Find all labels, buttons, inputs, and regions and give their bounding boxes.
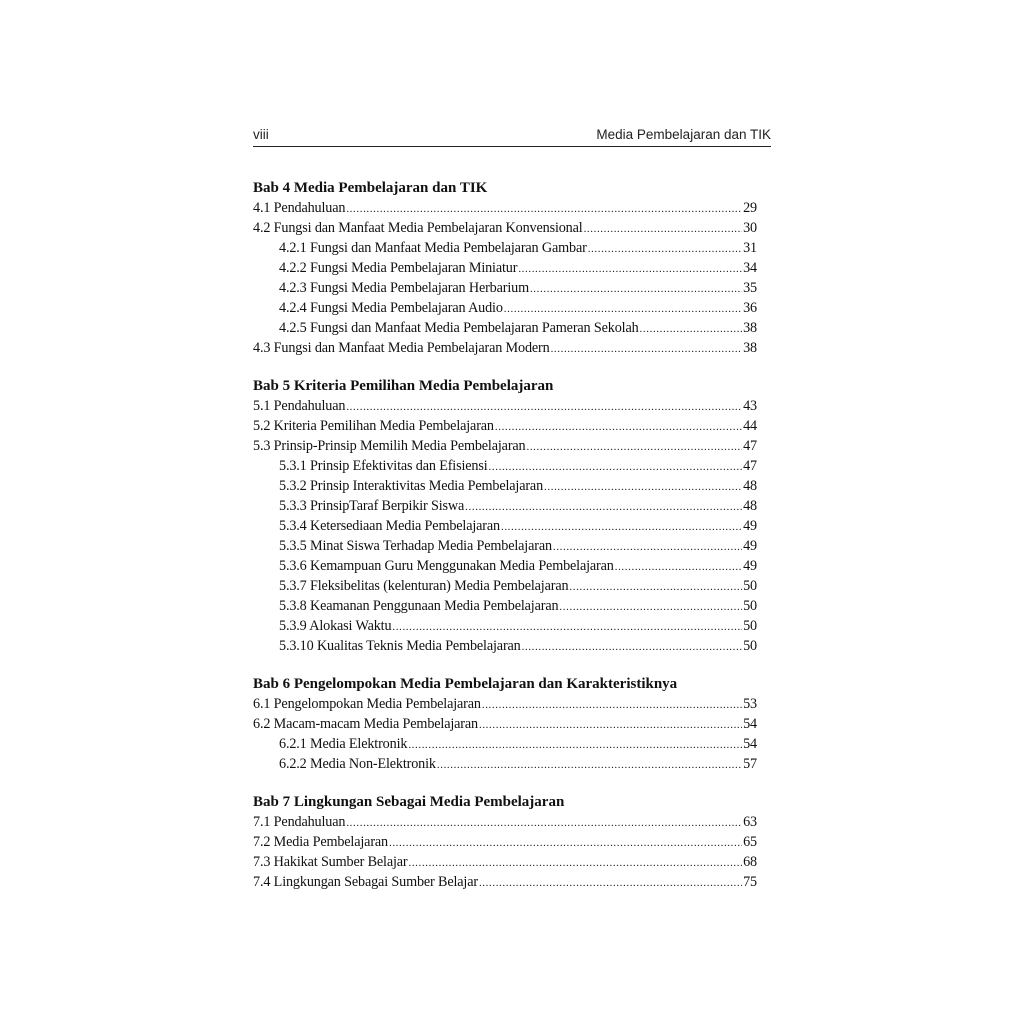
chapter-section: [253, 178, 757, 358]
dot-leader: [522, 637, 743, 657]
dot-leader: [479, 873, 742, 893]
toc-entry-label: 5.3.7 Fleksibelitas (kelenturan) Media Pembelajaran: [279, 578, 569, 594]
toc-entry: [253, 496, 757, 516]
toc-entry-page: 36: [743, 300, 757, 316]
dot-leader: [495, 417, 742, 437]
dot-leader: [569, 577, 742, 597]
toc-entry-label: 5.1 Pendahuluan: [253, 398, 346, 414]
page-header: [253, 124, 771, 147]
toc-entry: [253, 714, 757, 734]
toc-entry-label: 7.3 Hakikat Sumber Belajar: [253, 854, 408, 870]
toc-entry-page: 38: [743, 340, 757, 356]
toc-entry-page: 38: [743, 320, 757, 336]
toc-entry-label: 7.1 Pendahuluan: [253, 814, 346, 830]
toc-entry-page: 31: [743, 240, 757, 256]
toc-entry: [253, 278, 757, 298]
toc-entry: [253, 556, 757, 576]
toc-entry: [253, 338, 757, 358]
toc-entry-label: 5.2 Kriteria Pemilihan Media Pembelajaran: [253, 418, 494, 434]
toc-entry: [253, 734, 757, 754]
toc-entry: [253, 198, 757, 218]
toc-entry: [253, 852, 757, 872]
dot-leader: [518, 259, 742, 279]
toc-entry-label: 5.3.8 Keamanan Penggunaan Media Pembelajaran: [279, 598, 559, 614]
chapter-section: [253, 674, 757, 774]
toc-entry-label: 5.3.5 Minat Siswa Terhadap Media Pembelajaran: [279, 538, 552, 554]
toc-entry-page: 50: [743, 638, 757, 654]
toc-entry: [253, 812, 757, 832]
toc-entry-page: 54: [743, 716, 757, 732]
dot-leader: [615, 557, 742, 577]
toc-entry-page: 34: [743, 260, 757, 276]
dot-leader: [408, 853, 742, 873]
toc-entry: [253, 456, 757, 476]
toc-entry-label: 6.1 Pengelompokan Media Pembelajaran: [253, 696, 481, 712]
dot-leader: [530, 279, 742, 299]
toc-entry-label: 5.3.4 Ketersediaan Media Pembelajaran: [279, 518, 500, 534]
toc-entry: [253, 416, 757, 436]
toc-entry-label: 4.1 Pendahuluan: [253, 200, 346, 216]
dot-leader: [489, 457, 743, 477]
toc-entry-label: 5.3.3 PrinsipTaraf Berpikir Siswa: [279, 498, 465, 514]
toc-entry: [253, 694, 757, 714]
toc-entry-label: 5.3.6 Kemampuan Guru Menggunakan Media Pembelajaran: [279, 558, 614, 574]
toc-entry-label: 5.3.1 Prinsip Efektivitas dan Efisiensi: [279, 458, 488, 474]
toc-entry-label: 6.2.2 Media Non-Elektronik: [279, 756, 436, 772]
dot-leader: [479, 715, 742, 735]
toc-entry: [253, 872, 757, 892]
toc-entry-label: 4.3 Fungsi dan Manfaat Media Pembelajaran Modern: [253, 340, 550, 356]
chapter-title: Bab 5 Kriteria Pemilihan Media Pembelajaran: [253, 378, 554, 394]
toc-entry-page: 48: [743, 498, 757, 514]
dot-leader: [588, 239, 742, 259]
toc-entry: [253, 218, 757, 238]
toc-entry-label: 6.2 Macam-macam Media Pembelajaran: [253, 716, 478, 732]
toc-entry-label: 4.2.2 Fungsi Media Pembelajaran Miniatur: [279, 260, 518, 276]
toc-entry-page: 57: [743, 756, 757, 772]
toc-entry-label: 4.2.5 Fungsi dan Manfaat Media Pembelajaran Pameran Sekolah: [279, 320, 639, 336]
toc-entry-page: 35: [743, 280, 757, 296]
toc-entry-page: 50: [743, 598, 757, 614]
dot-leader: [559, 597, 742, 617]
toc-entry: [253, 396, 757, 416]
toc-entry: [253, 318, 757, 338]
toc-entry-page: 63: [743, 814, 757, 830]
toc-entry-page: 29: [743, 200, 757, 216]
toc-entry: [253, 516, 757, 536]
chapter-section: [253, 376, 757, 656]
toc-entry-page: 68: [743, 854, 757, 870]
toc-entry-label: 5.3.2 Prinsip Interaktivitas Media Pembelajaran: [279, 478, 544, 494]
toc-entry-label: 5.3.9 Alokasi Waktu: [279, 618, 392, 634]
dot-leader: [544, 477, 742, 497]
dot-leader: [346, 199, 742, 219]
toc-entry: [253, 436, 757, 456]
page-number: viii: [253, 127, 269, 142]
running-title: Media Pembelajaran dan TIK: [596, 127, 771, 142]
toc-entry-label: 7.4 Lingkungan Sebagai Sumber Belajar: [253, 874, 478, 890]
toc-entry-page: 44: [743, 418, 757, 434]
dot-leader: [584, 219, 743, 239]
toc-entry: [253, 298, 757, 318]
toc-entry-page: 49: [743, 558, 757, 574]
dot-leader: [437, 755, 742, 775]
toc-entry-page: 50: [743, 618, 757, 634]
dot-leader: [482, 695, 742, 715]
chapter-section: [253, 792, 757, 892]
dot-leader: [526, 437, 742, 457]
toc-entry-label: 4.2.4 Fungsi Media Pembelajaran Audio: [279, 300, 503, 316]
toc-entry-page: 49: [743, 538, 757, 554]
toc-entry-label: 5.3.10 Kualitas Teknis Media Pembelajaran: [279, 638, 521, 654]
toc-entry: [253, 636, 757, 656]
toc-entry: [253, 754, 757, 774]
dot-leader: [501, 517, 742, 537]
toc-entry-page: 65: [743, 834, 757, 850]
toc-entry-label: 4.2.3 Fungsi Media Pembelajaran Herbarium: [279, 280, 529, 296]
dot-leader: [392, 617, 742, 637]
dot-leader: [408, 735, 742, 755]
toc-entry-label: 6.2.1 Media Elektronik: [279, 736, 408, 752]
chapter-title: Bab 4 Media Pembelajaran dan TIK: [253, 180, 488, 196]
toc-entry: [253, 576, 757, 596]
dot-leader: [551, 339, 743, 359]
dot-leader: [465, 497, 742, 517]
toc-entry: [253, 476, 757, 496]
toc-entry-page: 75: [743, 874, 757, 890]
toc-entry-page: 54: [743, 736, 757, 752]
dot-leader: [553, 537, 742, 557]
dot-leader: [504, 299, 742, 319]
toc-entry-page: 47: [743, 458, 757, 474]
toc-entry-page: 30: [743, 220, 757, 236]
toc-entry-page: 50: [743, 578, 757, 594]
toc-entry: [253, 616, 757, 636]
toc-entry-page: 49: [743, 518, 757, 534]
table-of-contents: [253, 178, 757, 910]
toc-entry-label: 4.2 Fungsi dan Manfaat Media Pembelajaran Konvensional: [253, 220, 583, 236]
toc-entry: [253, 596, 757, 616]
dot-leader: [640, 319, 743, 339]
toc-entry-page: 47: [743, 438, 757, 454]
toc-entry-page: 53: [743, 696, 757, 712]
dot-leader: [346, 397, 742, 417]
chapter-title: Bab 7 Lingkungan Sebagai Media Pembelajaran: [253, 794, 565, 810]
toc-entry-label: 7.2 Media Pembelajaran: [253, 834, 388, 850]
toc-entry-label: 4.2.1 Fungsi dan Manfaat Media Pembelajaran Gambar: [279, 240, 587, 256]
toc-entry: [253, 258, 757, 278]
toc-entry: [253, 536, 757, 556]
toc-entry: [253, 238, 757, 258]
toc-entry-page: 48: [743, 478, 757, 494]
dot-leader: [389, 833, 742, 853]
toc-entry: [253, 832, 757, 852]
toc-entry-page: 43: [743, 398, 757, 414]
chapter-title: Bab 6 Pengelompokan Media Pembelajaran dan Karakteristiknya: [253, 676, 678, 692]
dot-leader: [346, 813, 742, 833]
toc-entry-label: 5.3 Prinsip-Prinsip Memilih Media Pembelajaran: [253, 438, 526, 454]
